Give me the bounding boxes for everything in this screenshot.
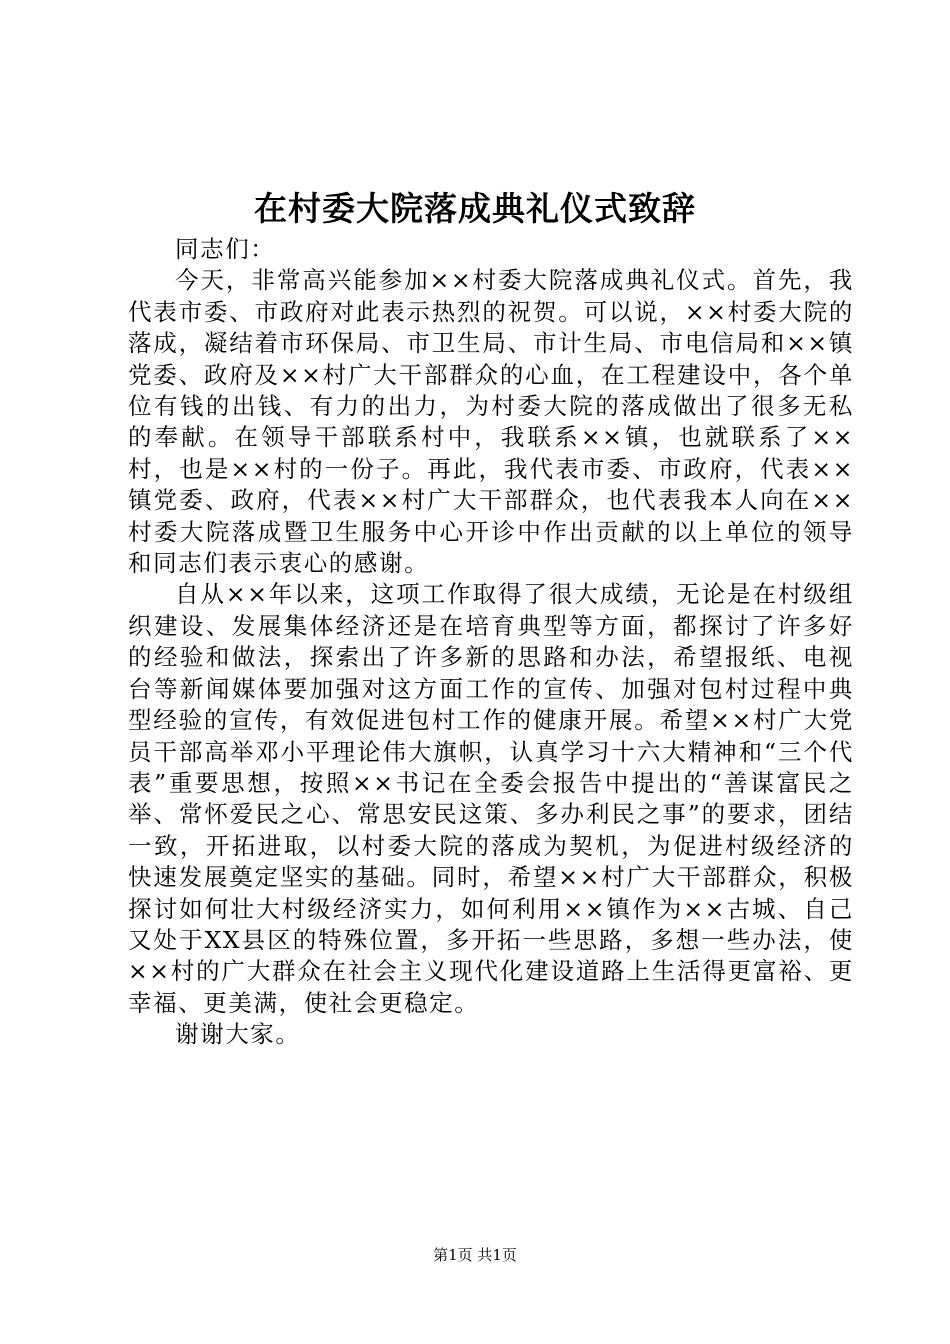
salutation-paragraph: 同志们：	[175, 235, 276, 263]
page-footer	[0, 1244, 950, 1266]
body-paragraph: 今天，非常高兴能参加××村委大院落成典礼仪式。首先，我代表市委、市政府对此表示热烈的祝贺。可以说，××村委大院的落成，凝结着市环保局、市卫生局、市计生局、市电信局和××镇党委、政府及××村广大干部群众的心血，在工程建设中，各个单位有钱的出钱、有力的出力，为村委大院的落成做出了很多无私的奉献。在领导干部联系村中，我联系××镇，也就联系了××村，也是××村的一份子。再此，我代表市委、市政府，代表××镇党委、政府，代表××村广大干部群众，也代表我本人向在××村委大院落成暨卫生服务中心开诊中作出贡献的以上单位的领导和同志们表示衷心的感谢。	[128, 266, 854, 578]
closing-paragraph: 谢谢大家。	[175, 1020, 301, 1049]
body-paragraph: 自从××年以来，这项工作取得了很大成绩，无论是在村级组织建设、发展集体经济还是在培育典型等方面，都探讨了许多好的经验和做法，探索出了许多新的思路和办法，希望报纸、电视台等新闻媒体要加强对这方面工作的宣传、加强对包村过程中典型经验的宣传，有效促进包村工作的健康开展。希望××村广大党员干部高举邓小平理论伟大旗帜，认真学习十六大精神和“三个代表”重要思想，按照××书记在全委会报告中提出的“善谋富民之举、常怀爱民之心、常思安民这策、多办利民之事”的要求，团结一致，开拓进取，以村委大院的落成为契机，为促进村级经济的快速发展奠定坚实的基础。同时，希望××村广大干部群众，积极探讨如何壮大村级经济实力，如何利用××镇作为××古城、自己又处于XX县区的特殊位置，多开拓一些思路，多想一些办法，使××村的广大群众在社会主义现代化建设道路上生活得更富裕、更幸福、更美满，使社会更稳定。	[128, 580, 854, 1017]
page-total: 共1页	[477, 1246, 517, 1264]
document-title: 在村委大院落成典礼仪式致辞	[254, 189, 696, 228]
page-number: 第1页	[433, 1246, 473, 1264]
document-body	[128, 234, 854, 1051]
